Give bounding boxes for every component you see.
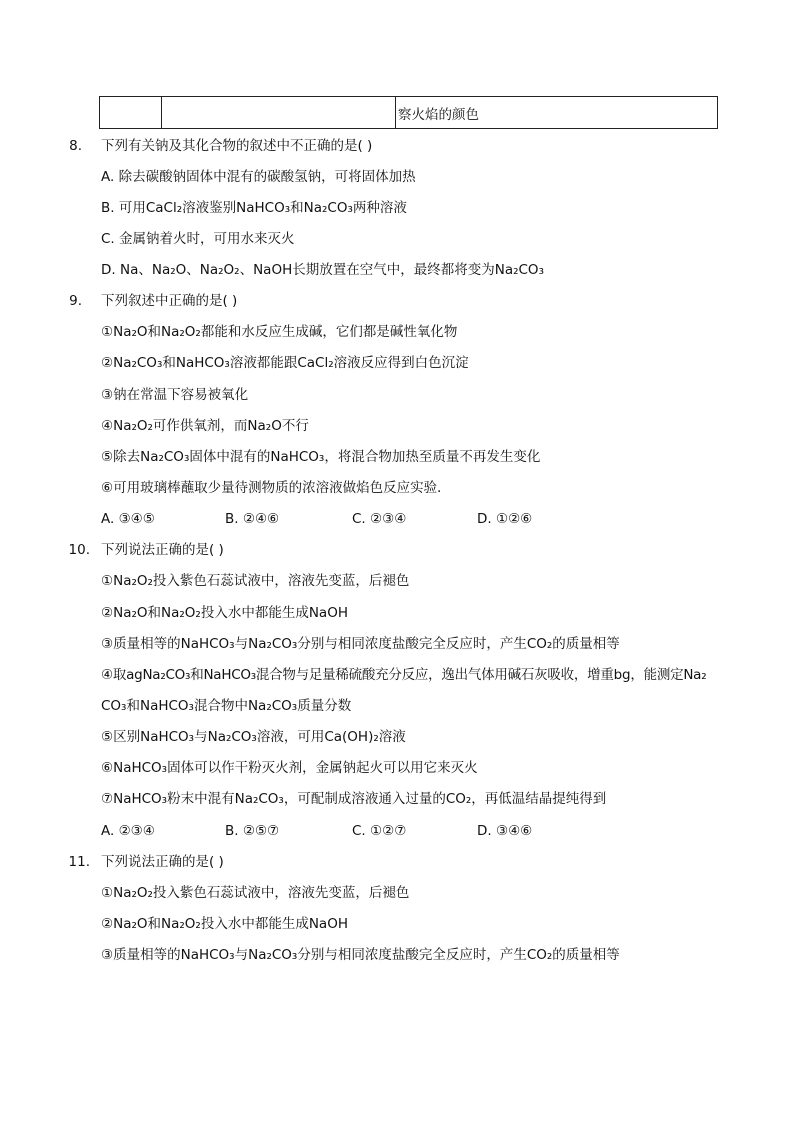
question-9-option-b: B. ②④⑥ xyxy=(225,511,280,527)
question-9-option-c: C. ②③④ xyxy=(352,511,407,527)
question-10-stem: 下列说法正确的是( ) xyxy=(101,542,224,558)
question-8-option-c: C. 金属钠着火时，可用水来灭火 xyxy=(101,231,295,247)
question-9-statement-2: ②Na₂CO₃和NaHCO₃溶液都能跟CaCl₂溶液反应得到白色沉淀 xyxy=(101,355,469,371)
continued-table xyxy=(99,96,718,129)
question-10-statement-4-continued: CO₃和NaHCO₃混合物中Na₂CO₃质量分数 xyxy=(101,698,352,714)
question-8-stem: 下列有关钠及其化合物的叙述中不正确的是( ) xyxy=(101,138,373,154)
question-9-statement-6: ⑥可用玻璃棒蘸取少量待测物质的浓溶液做焰色反应实验． xyxy=(101,480,451,496)
question-9-statement-1: ①Na₂O和Na₂O₂都能和水反应生成碱，它们都是碱性氧化物 xyxy=(101,324,458,340)
question-11-number: 11. xyxy=(68,854,90,870)
table-cell-3: 察火焰的颜色 xyxy=(396,97,718,129)
question-8-option-b: B. 可用CaCl₂溶液鉴别NaHCO₃和Na₂CO₃两种溶液 xyxy=(101,200,407,216)
question-10-option-d: D. ③④⑥ xyxy=(477,823,533,839)
question-10-statement-5: ⑤区别NaHCO₃与Na₂CO₃溶液，可用Ca(OH)₂溶液 xyxy=(101,729,406,745)
question-9-option-d: D. ①②⑥ xyxy=(477,511,533,527)
question-10-option-b: B. ②⑤⑦ xyxy=(225,823,280,839)
question-10-statement-3: ③质量相等的NaHCO₃与Na₂CO₃分别与相同浓度盐酸完全反应时，产生CO₂的质量相等 xyxy=(101,636,620,652)
question-11-statement-2: ②Na₂O和Na₂O₂投入水中都能生成NaOH xyxy=(101,916,348,932)
question-9-stem: 下列叙述中正确的是( ) xyxy=(101,293,238,309)
question-8-option-a: A. 除去碳酸钠固体中混有的碳酸氢钠，可将固体加热 xyxy=(101,169,416,185)
question-9-options xyxy=(101,510,581,528)
question-10-statement-1: ①Na₂O₂投入紫色石蕊试液中，溶液先变蓝，后褪色 xyxy=(101,573,410,589)
question-10-statement-6: ⑥NaHCO₃固体可以作干粉灭火剂，金属钠起火可以用它来灭火 xyxy=(101,760,478,776)
question-11-statement-1: ①Na₂O₂投入紫色石蕊试液中，溶液先变蓝，后褪色 xyxy=(101,885,410,901)
question-10-statement-7: ⑦NaHCO₃粉末中混有Na₂CO₃，可配制成溶液通入过量的CO₂，再低温结晶提纯得到 xyxy=(101,791,607,807)
question-9-number: 9. xyxy=(69,293,82,309)
question-10-statement-4: ④取agNa₂CO₃和NaHCO₃混合物与足量稀硫酸充分反应，逸出气体用碱石灰吸收，增重bg，能测定Na₂ xyxy=(101,667,707,683)
question-11-statement-3: ③质量相等的NaHCO₃与Na₂CO₃分别与相同浓度盐酸完全反应时，产生CO₂的质量相等 xyxy=(101,947,620,963)
question-10-option-a: A. ②③④ xyxy=(101,823,155,839)
question-10-option-c: C. ①②⑦ xyxy=(352,823,407,839)
question-8-option-d: D. Na、Na₂O、Na₂O₂、NaOH长期放置在空气中，最终都将变为Na₂CO₃ xyxy=(101,262,544,278)
question-10-options xyxy=(101,822,581,840)
table-row xyxy=(100,97,718,129)
question-8-number: 8. xyxy=(69,138,82,154)
question-11-stem: 下列说法正确的是( ) xyxy=(101,854,224,870)
question-9-option-a: A. ③④⑤ xyxy=(101,511,155,527)
question-10-statement-2: ②Na₂O和Na₂O₂投入水中都能生成NaOH xyxy=(101,605,348,621)
question-10-number: 10. xyxy=(68,542,90,558)
question-9-statement-5: ⑤除去Na₂CO₃固体中混有的NaHCO₃，将混合物加热至质量不再发生变化 xyxy=(101,449,541,465)
table-cell-1 xyxy=(100,97,162,129)
table-cell-2 xyxy=(162,97,396,129)
question-9-statement-4: ④Na₂O₂可作供氧剂，而Na₂O不行 xyxy=(101,418,309,434)
question-9-statement-3: ③钠在常温下容易被氧化 xyxy=(101,387,249,403)
